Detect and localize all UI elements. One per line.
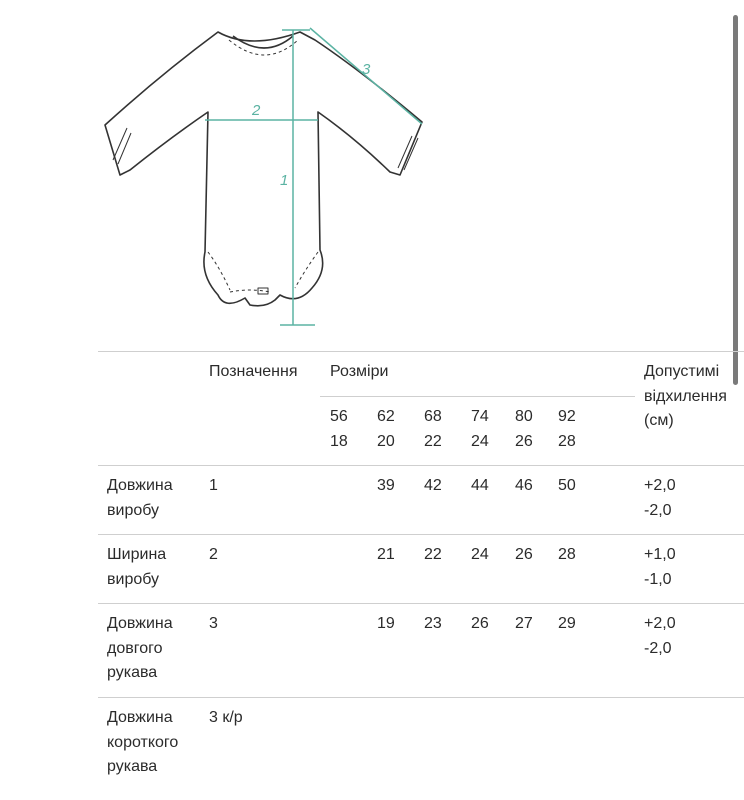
header-tolerance: Допустимі відхилення (см) [644,363,727,429]
cell-value: 50 [558,477,576,494]
size-column-header: 92 28 [558,408,576,450]
row-name: Довжина довгого рукава [107,615,173,681]
table-rule [320,396,635,397]
cell-value: 26 [471,615,489,632]
row-tolerance: +1,0 -1,0 [644,546,676,588]
table-rule [98,603,744,604]
cell-value: 46 [515,477,533,494]
header-sizes: Розміри [330,363,389,380]
size-column-header: 74 24 [471,408,489,450]
cell-value: 27 [515,615,533,632]
table-rule [98,465,744,466]
row-tolerance: +2,0 -2,0 [644,615,676,657]
size-column-header: 62 20 [377,408,395,450]
marker-3-label: 3 [362,61,371,78]
marker-1-label: 1 [280,172,289,189]
cell-value: 26 [515,546,533,563]
row-code: 2 [209,546,218,563]
size-column-header: 56 18 [330,408,348,450]
cell-value: 44 [471,477,489,494]
header-designation: Позначення [209,363,298,380]
table-rule [98,697,744,698]
cell-value: 29 [558,615,576,632]
row-name: Довжина виробу [107,477,173,519]
row-code: 3 [209,615,218,632]
cell-value: 42 [424,477,442,494]
row-code: 1 [209,477,218,494]
row-name: Довжина короткого рукава [107,709,179,775]
table-rule [98,351,744,352]
row-code: 3 к/р [209,709,243,726]
cell-value: 23 [424,615,442,632]
cell-value: 22 [424,546,442,563]
scrollbar-thumb[interactable] [733,15,738,385]
row-tolerance: +2,0 -2,0 [644,477,676,519]
cell-value: 19 [377,615,395,632]
bodysuit-outline-icon [100,20,440,335]
row-name: Ширина виробу [107,546,167,588]
size-column-header: 80 26 [515,408,533,450]
size-column-header: 68 22 [424,408,442,450]
bodysuit-size-diagram [100,20,440,335]
cell-value: 28 [558,546,576,563]
table-rule [98,534,744,535]
marker-2-label: 2 [252,102,261,119]
cell-value: 24 [471,546,489,563]
cell-value: 21 [377,546,395,563]
cell-value: 39 [377,477,395,494]
